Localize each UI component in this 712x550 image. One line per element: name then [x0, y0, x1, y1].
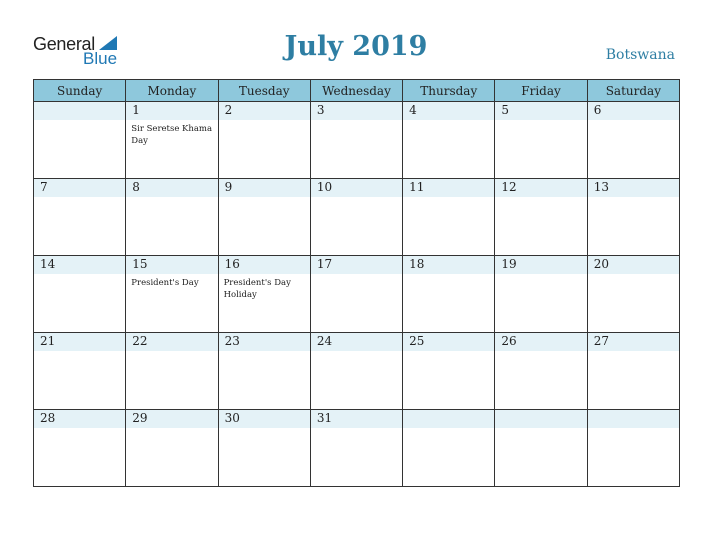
day-cell: [587, 333, 679, 410]
weekday-saturday: Saturday: [587, 80, 679, 102]
day-cell: [218, 179, 310, 256]
day-number-band: [126, 179, 217, 197]
day-cell: [126, 256, 218, 333]
day-cell: [403, 333, 495, 410]
day-number: 28: [40, 411, 56, 425]
day-cell: [495, 102, 587, 179]
day-cell: [34, 410, 126, 487]
holiday-label: President's Day: [131, 278, 199, 288]
day-cell: [34, 179, 126, 256]
day-number: 31: [316, 411, 333, 425]
day-number: 7: [40, 180, 48, 194]
week-row: [34, 256, 680, 333]
day-number-band: [495, 410, 586, 428]
day-cell: [218, 410, 310, 487]
week-row: [34, 102, 680, 179]
weekday-tuesday: Tuesday: [218, 80, 310, 102]
day-number: 15: [132, 257, 148, 271]
day-number: 26: [501, 334, 517, 348]
weekday-sunday: Sunday: [34, 80, 126, 102]
day-cell: [218, 333, 310, 410]
country-label: Botswana: [605, 47, 675, 63]
day-number: 19: [501, 257, 517, 271]
day-number: 2: [224, 103, 233, 117]
day-number: 12: [501, 180, 517, 194]
page-title: July 2019: [284, 31, 428, 62]
day-number: 5: [501, 103, 510, 117]
logo-word-general: General: [33, 34, 95, 54]
day-cell: [310, 256, 402, 333]
day-cell: [587, 256, 679, 333]
day-number: 25: [409, 334, 425, 348]
day-cell: [34, 256, 126, 333]
day-cell: [310, 410, 402, 487]
logo-word-blue: Blue: [83, 49, 118, 68]
holiday-label: President's Day Holiday: [223, 278, 291, 300]
calendar-weeks: [34, 102, 680, 487]
day-cell: [310, 102, 402, 179]
day-number: 8: [132, 180, 140, 194]
day-number: 1: [132, 103, 140, 117]
day-cell: [587, 410, 679, 487]
day-cell: [403, 410, 495, 487]
day-number: 6: [593, 103, 602, 117]
day-number: 21: [40, 334, 56, 348]
day-cell: [587, 102, 679, 179]
day-cell: [495, 256, 587, 333]
day-number: 3: [316, 103, 325, 117]
day-number: 23: [224, 334, 240, 348]
day-number-band: [219, 102, 310, 120]
week-row: [34, 179, 680, 256]
week-row: [34, 333, 680, 410]
day-cell: [403, 179, 495, 256]
day-cell: [495, 179, 587, 256]
day-number: 24: [316, 334, 333, 348]
weekday-monday: Monday: [126, 80, 218, 102]
holiday-label: Sir Seretse Khama Day: [131, 124, 213, 146]
day-number-band: [495, 102, 586, 120]
day-number-band: [34, 179, 125, 197]
day-number: 18: [409, 257, 425, 271]
day-number: 22: [132, 334, 148, 348]
month-calendar: [33, 79, 680, 487]
weekday-thursday: Thursday: [403, 80, 495, 102]
day-number: 10: [316, 180, 333, 194]
day-number-band: [126, 102, 217, 120]
week-row: [34, 410, 680, 487]
day-number: 27: [593, 334, 609, 348]
day-number: 16: [224, 257, 240, 271]
day-cell: [126, 179, 218, 256]
day-cell: [218, 102, 310, 179]
day-cell: [34, 333, 126, 410]
day-number-band: [219, 179, 310, 197]
day-cell: [495, 333, 587, 410]
weekday-wednesday: Wednesday: [310, 80, 402, 102]
day-number: 30: [224, 411, 240, 425]
day-number: 17: [316, 257, 333, 271]
day-cell: [587, 179, 679, 256]
day-number: 29: [132, 411, 148, 425]
day-number-band: [403, 410, 494, 428]
day-number: 11: [409, 180, 425, 194]
day-cell: [218, 256, 310, 333]
day-number: 13: [593, 180, 609, 194]
day-number-band: [34, 102, 125, 120]
day-number: 4: [409, 103, 417, 117]
day-cell: [126, 102, 218, 179]
day-cell: [126, 333, 218, 410]
day-number-band: [588, 410, 679, 428]
day-number-band: [588, 102, 679, 120]
day-number: 9: [224, 180, 233, 194]
day-cell: [126, 410, 218, 487]
day-number-band: [311, 102, 402, 120]
day-cell: [310, 179, 402, 256]
day-number: 14: [40, 257, 56, 271]
day-cell: [403, 102, 495, 179]
day-cell: [403, 256, 495, 333]
day-cell: [34, 102, 126, 179]
day-cell: [495, 410, 587, 487]
weekday-friday: Friday: [495, 80, 587, 102]
weekday-header-row: [34, 80, 680, 102]
day-number: 20: [593, 257, 609, 271]
day-cell: [310, 333, 402, 410]
